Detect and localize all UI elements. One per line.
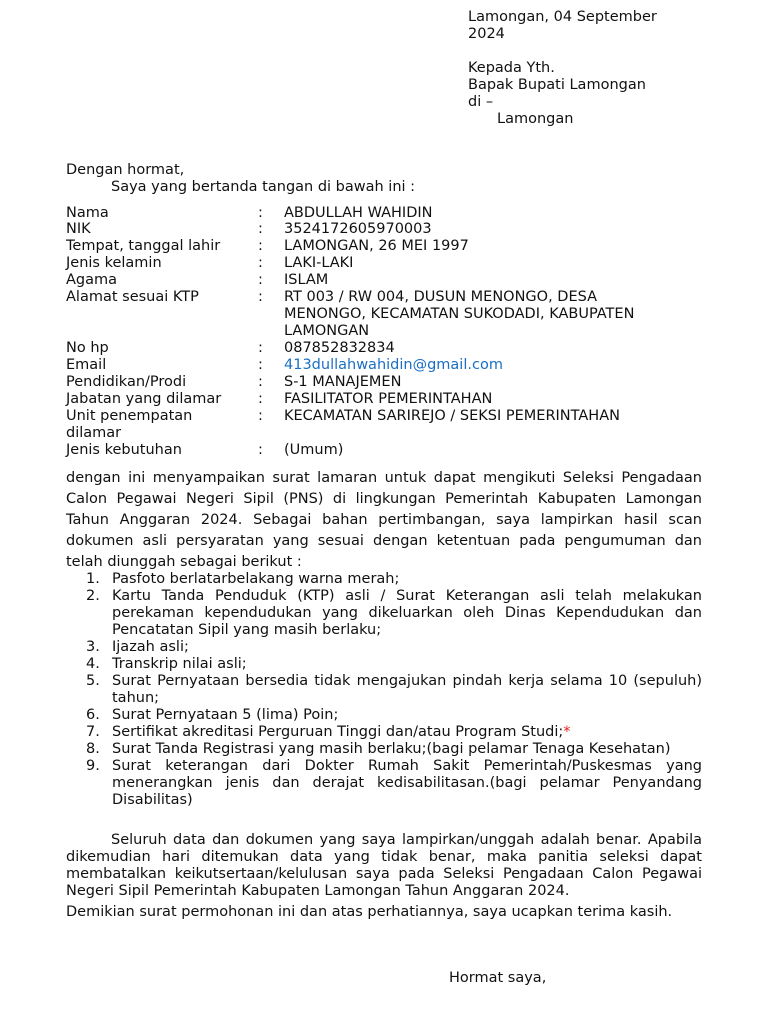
field-label: Jenis kelamin <box>66 255 162 271</box>
list-text: Surat Pernyataan 5 (lima) Poin; <box>112 707 339 723</box>
letter-date-year: 2024 <box>468 26 505 42</box>
list-text: Surat Tanda Registrasi yang masih berlaku;(bagi pelamar Tenaga Kesehatan) <box>112 741 671 757</box>
list-text: Sertifikat akreditasi Perguruan Tinggi dan/atau Program Studi; <box>112 724 564 740</box>
field-label: Nama <box>66 205 109 221</box>
field-value: ABDULLAH WAHIDIN <box>284 205 433 221</box>
required-asterisk: * <box>563 724 571 740</box>
field-label: Alamat sesuai KTP <box>66 289 199 305</box>
field-label: No hp <box>66 340 109 356</box>
list-item <box>66 639 702 656</box>
list-number: 1. <box>86 571 100 587</box>
list-text: Surat Pernyataan bersedia tidak mengajukan pindah kerja selama 10 (sepuluh) tahun; <box>112 673 702 706</box>
list-text: Transkrip nilai asli; <box>112 656 247 672</box>
attachment-list <box>66 571 702 809</box>
list-text: Surat keterangan dari Dokter Rumah Sakit Pemerintah/Puskesmas yang menerangkan jenis dan derajat kedisabilitasan.(bagi pelamar Penyandang Disabilitas) <box>112 758 702 808</box>
signoff: Hormat saya, <box>449 970 547 986</box>
field-label: dilamar <box>66 425 122 441</box>
field-value: KECAMATAN SARIREJO / SEKSI PEMERINTAHAN <box>284 408 620 424</box>
field-label: Jenis kebutuhan <box>66 442 182 458</box>
recipient-name: Bapak Bupati Lamongan <box>468 77 646 93</box>
field-colon: : <box>258 442 263 458</box>
list-number: 2. <box>86 588 100 604</box>
field-colon: : <box>258 357 263 373</box>
field-value: S-1 MANAJEMEN <box>284 374 402 390</box>
field-colon: : <box>258 374 263 390</box>
field-value: 3524172605970003 <box>284 221 432 237</box>
field-colon: : <box>258 391 263 407</box>
list-item <box>66 588 702 639</box>
field-colon: : <box>258 221 263 237</box>
field-colon: : <box>258 272 263 288</box>
field-value: 087852832834 <box>284 340 395 356</box>
intro-line: Saya yang bertanda tangan di bawah ini : <box>111 179 416 195</box>
recipient-salutation: Kepada Yth. <box>468 60 555 76</box>
field-colon: : <box>258 205 263 221</box>
recipient-city: Lamongan <box>497 111 574 127</box>
list-number: 8. <box>86 741 100 757</box>
field-value: RT 003 / RW 004, DUSUN MENONGO, DESA <box>284 289 598 305</box>
list-item <box>66 673 702 707</box>
field-label: Agama <box>66 272 118 288</box>
letter-date: Lamongan, 04 September <box>468 9 657 25</box>
body-paragraph: dengan ini menyampaikan surat lamaran untuk dapat mengikuti Seleksi Pengadaan Calon Pegawai Negeri Sipil (PNS) di lingkungan Pemerintah Kabupaten Lamongan Tahun Anggaran 2024. Sebagai bahan pertimbangan, saya lampirkan hasil scan dokumen asli persyaratan yang sesuai dengan ketentuan pada pengumuman dan telah diunggah sebagai berikut : <box>66 470 702 570</box>
field-value: LAMONGAN <box>284 323 370 339</box>
field-value: FASILITATOR PEMERINTAHAN <box>284 391 493 407</box>
field-label: Email <box>66 357 107 373</box>
list-item <box>66 724 702 741</box>
field-colon: : <box>258 289 263 305</box>
field-label: Jabatan yang dilamar <box>66 391 222 407</box>
field-colon: : <box>258 340 263 356</box>
list-number: 5. <box>86 673 100 689</box>
field-value: ISLAM <box>284 272 329 288</box>
closing-paragraph: Seluruh data dan dokumen yang saya lampirkan/unggah adalah benar. Apabila dikemudian hari ditemukan data yang tidak benar, maka panitia seleksi dapat membatalkan keikutsertaan/kelulusan saya pada Seleksi Pengadaan Calon Pegawai Negeri Sipil Pemerintah Kabupaten Lamongan Tahun Anggaran 2024. <box>66 832 702 899</box>
list-number: 9. <box>86 758 100 774</box>
list-number: 7. <box>86 724 100 740</box>
list-text: Ijazah asli; <box>112 639 189 655</box>
email-link[interactable]: 413dullahwahidin@gmail.com <box>284 357 503 373</box>
list-text: Pasfoto berlatarbelakang warna merah; <box>112 571 400 587</box>
field-label: Unit penempatan <box>66 408 193 424</box>
field-value: LAKI-LAKI <box>284 255 354 271</box>
list-number: 4. <box>86 656 100 672</box>
field-colon: : <box>258 238 263 254</box>
field-value: LAMONGAN, 26 MEI 1997 <box>284 238 469 254</box>
list-item <box>66 741 702 758</box>
list-number: 3. <box>86 639 100 655</box>
field-value: (Umum) <box>284 442 344 458</box>
field-label: Tempat, tanggal lahir <box>66 238 221 254</box>
list-item <box>66 758 702 809</box>
field-colon: : <box>258 408 263 424</box>
field-value: MENONGO, KECAMATAN SUKODADI, KABUPATEN <box>284 306 635 322</box>
field-colon: : <box>258 255 263 271</box>
field-label: NIK <box>66 221 91 237</box>
greeting: Dengan hormat, <box>66 162 185 178</box>
list-text: Kartu Tanda Penduduk (KTP) asli / Surat Keterangan asli telah melakukan perekaman kependudukan yang dikeluarkan oleh Dinas Kependudukan dan Pencatatan Sipil yang masih berlaku; <box>112 588 702 638</box>
list-item <box>66 571 702 588</box>
list-number: 6. <box>86 707 100 723</box>
field-label: Pendidikan/Prodi <box>66 374 187 390</box>
list-item <box>66 707 702 724</box>
final-paragraph: Demikian surat permohonan ini dan atas perhatiannya, saya ucapkan terima kasih. <box>66 904 673 920</box>
list-item <box>66 656 702 673</box>
recipient-di: di – <box>468 94 494 110</box>
